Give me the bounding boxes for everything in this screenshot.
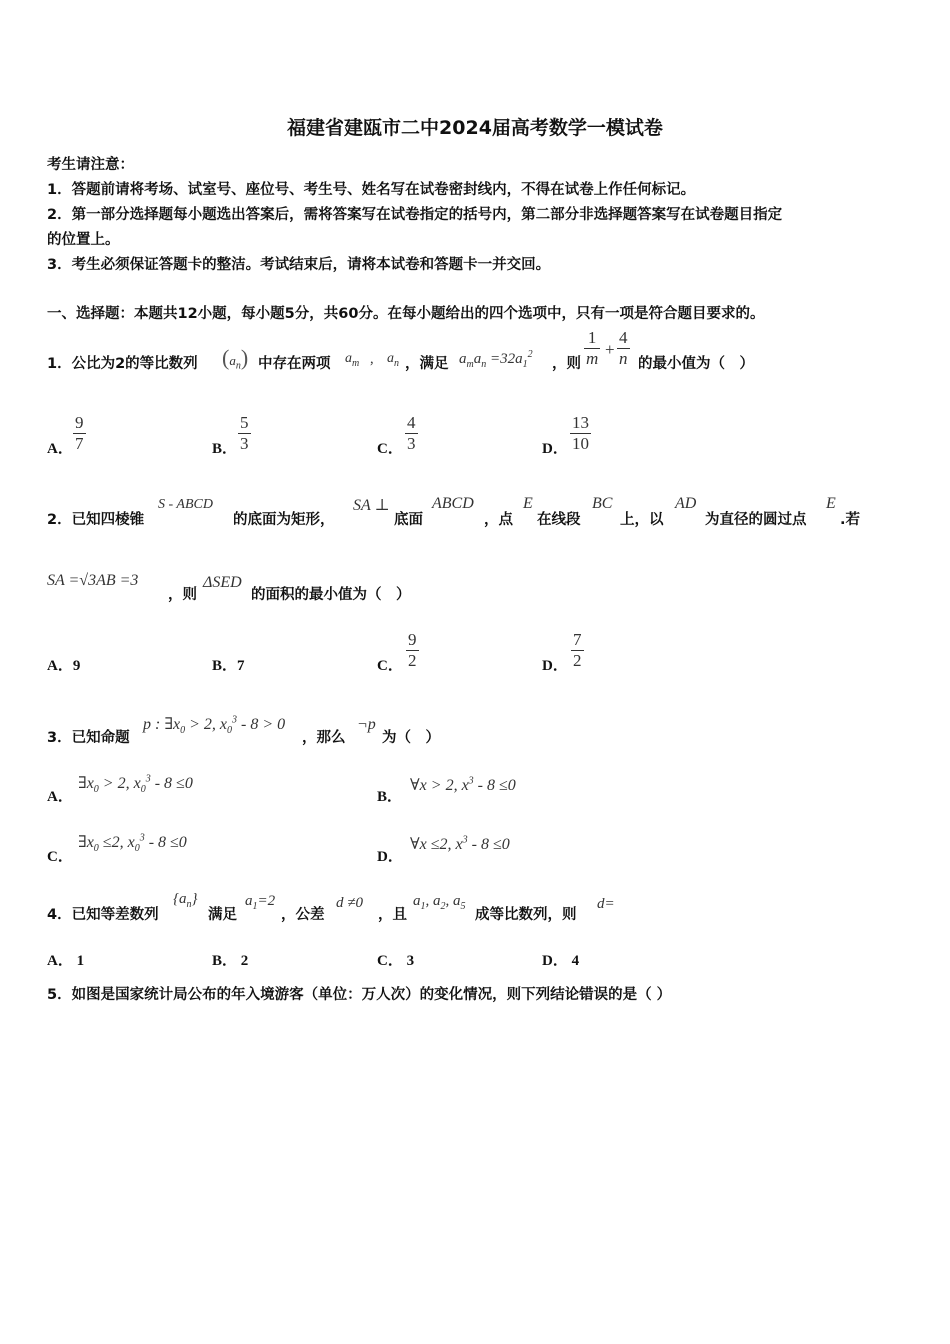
option-d[interactable]: D． — [542, 441, 568, 457]
q4-text: 满足 — [208, 907, 237, 923]
plus-sign: + — [605, 340, 615, 359]
option-c[interactable]: C． — [377, 658, 403, 674]
formula: , — [370, 351, 374, 367]
option-b[interactable]: B． 2 — [212, 953, 249, 969]
formula: $\{a_n\}$ — [173, 891, 198, 910]
notice-item: 3．考生必须保证答题卡的整洁。考试结束后，请将本试卷和答题卡一并交回。 — [47, 257, 551, 273]
formula: $a_n$ — [387, 351, 399, 369]
formula: $(a_n)$ — [222, 345, 249, 372]
q1-text: 1．公比为2的等比数列 — [47, 356, 198, 372]
formula: $\exists x_0 \le 2$, $x_0^3 - 8 \le 0$ — [78, 832, 187, 855]
formula: $\exists x_0 > 2$, $x_0^3 - 8 \le 0$ — [78, 773, 193, 796]
q3-text: 3．已知命题 — [47, 730, 130, 746]
option-a[interactable]: A． — [47, 441, 73, 457]
formula: ΔSED — [203, 574, 242, 591]
q1-text: 中存在两项 — [258, 356, 331, 372]
q2-text: ，则 — [168, 587, 197, 603]
formula: E — [523, 495, 533, 512]
formula: SA =√3AB =3 — [47, 572, 139, 589]
formula: ∀x ≤2, $x^3 - 8 \le 0$ — [410, 834, 510, 853]
q1-text: 的最小值为（ ） — [638, 356, 754, 372]
q2-text: 底面 — [394, 512, 423, 528]
option-b[interactable]: B． — [377, 789, 403, 805]
fraction: $\frac{13}{10}$ — [572, 413, 589, 453]
formula: ¬p — [357, 716, 376, 733]
question-5: 5．如图是国家统计局公布的年入境游客（单位：万人次）的变化情况，则下列结论错误的是（ ） — [47, 987, 672, 1003]
q3-text: ，那么 — [302, 730, 346, 746]
notice-item: 1．答题前请将考场、试室号、座位号、考生号、姓名写在试卷密封线内，不得在试卷上作任何标记。 — [47, 182, 696, 198]
section-heading: 一、选择题：本题共12小题，每小题5分，共60分。在每小题给出的四个选项中，只有一项是符合题目要求的。 — [47, 306, 765, 322]
formula: S - ABCD — [158, 497, 213, 512]
q2-text: .若 — [840, 512, 861, 528]
fraction: $\frac{7}{2}$ — [573, 630, 582, 670]
notice-item: 2．第一部分选择题每小题选出答案后，需将答案写在试卷指定的括号内，第二部分非选择题答案写在试卷题目指定 — [47, 207, 783, 223]
option-d[interactable]: D． — [542, 658, 568, 674]
q2-text: 2．已知四棱锥 — [47, 512, 145, 528]
q2-text: 在线段 — [537, 512, 581, 528]
option-c[interactable]: C． — [377, 441, 403, 457]
option-a[interactable]: A．9 — [47, 658, 81, 674]
fraction: $\frac{1}{m}$ — [586, 328, 599, 368]
q4-text: ，且 — [378, 907, 407, 923]
formula: AD — [675, 495, 697, 512]
q3-text: 为（ ） — [382, 730, 440, 746]
q2-text: ，点 — [484, 512, 513, 528]
fraction: $\frac{4}{n}$ — [619, 328, 628, 368]
option-d[interactable]: D． — [377, 849, 403, 865]
notice-item: 的位置上。 — [47, 232, 120, 248]
page-title: 福建省建瓯市二中2024届高考数学一模试卷 — [287, 117, 663, 139]
q4-text: 4．已知等差数列 — [47, 907, 159, 923]
notice-heading: 考生请注意： — [47, 157, 134, 173]
q1-text: ，满足 — [405, 356, 449, 372]
formula: d= — [597, 896, 615, 912]
option-b[interactable]: B． — [212, 441, 238, 457]
q1-text: ，则 — [552, 356, 581, 372]
option-c[interactable]: C． — [47, 849, 73, 865]
option-a[interactable]: A． 1 — [47, 953, 85, 969]
q2-text: 的底面为矩形， — [233, 512, 335, 528]
q2-text: 为直径的圆过点 — [705, 512, 807, 528]
option-b[interactable]: B．7 — [212, 658, 245, 674]
q4-text: ，公差 — [281, 907, 325, 923]
formula: $a_m$ — [345, 351, 360, 369]
formula: $a_1$, $a_2$, $a_5$ — [413, 893, 466, 912]
fraction: $\frac{5}{3}$ — [240, 413, 249, 453]
formula: ABCD — [432, 495, 474, 512]
q2-text: 的面积的最小值为（ ） — [251, 587, 411, 603]
fraction: $\frac{9}{2}$ — [408, 630, 417, 670]
formula: E — [826, 495, 836, 512]
formula: d ≠0 — [336, 895, 363, 911]
fraction: $\frac{9}{7}$ — [75, 413, 84, 453]
formula: ∀x > 2, $x^3 - 8 \le 0$ — [410, 775, 516, 794]
fraction: $\frac{4}{3}$ — [407, 413, 416, 453]
option-d[interactable]: D． 4 — [542, 953, 580, 969]
q4-text: 成等比数列，则 — [475, 907, 577, 923]
formula: BC — [592, 495, 613, 512]
formula: p : $\exists x_0 > 2$, $x_0^3 - 8 > 0$ — [143, 714, 286, 737]
formula: SA ⊥ — [353, 497, 390, 514]
formula: $a_1=2$ — [245, 893, 276, 912]
option-a[interactable]: A． — [47, 789, 73, 805]
q2-text: 上，以 — [620, 512, 664, 528]
formula: $a_ma_n =32a_1^2$ — [459, 349, 533, 370]
option-c[interactable]: C． 3 — [377, 953, 415, 969]
